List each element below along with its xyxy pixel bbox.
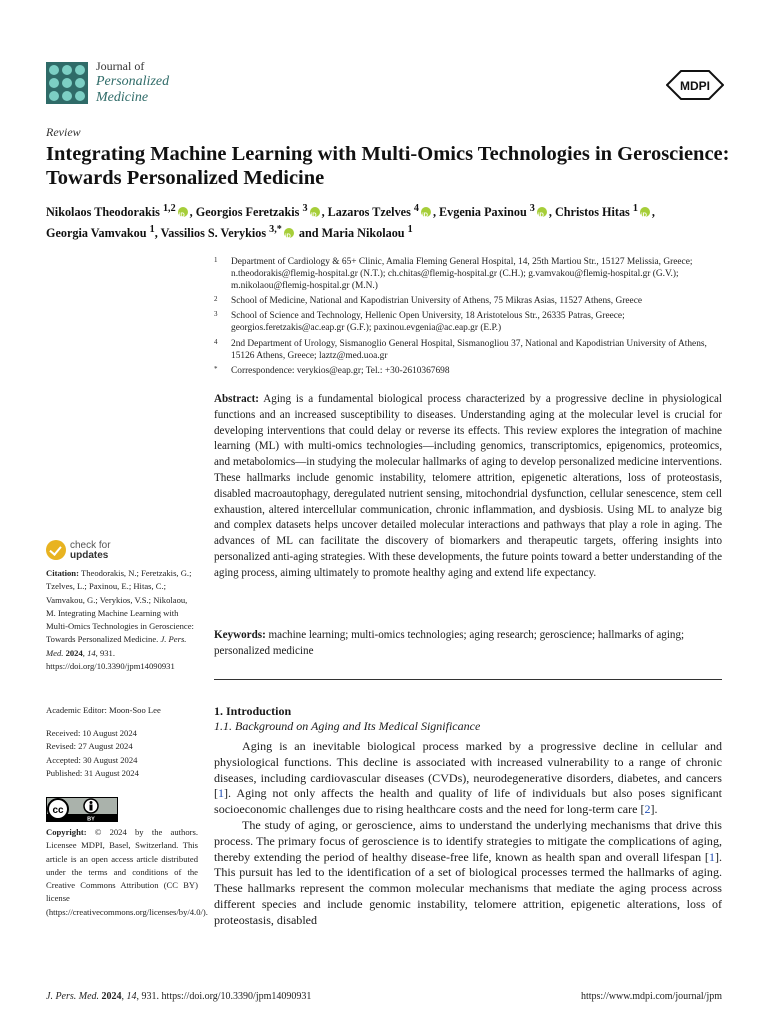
citation-doi[interactable]: , 931. https://doi.org/10.3390/jpm14090931: [46, 647, 175, 672]
mdpi-logo-text: MDPI: [680, 79, 710, 93]
footer-doi[interactable]: , 931. https://doi.org/10.3390/jpm14090931: [136, 991, 312, 1002]
author-affil-sup: 3: [529, 203, 535, 214]
author-name[interactable]: Evgenia Paxinou: [439, 205, 527, 220]
citation-volume: 14: [87, 647, 96, 658]
correspondence: [214, 365, 730, 377]
author-name[interactable]: Nikolaos Theodorakis: [46, 205, 160, 220]
author-list: Nikolaos Theodorakis $^{1,2}$iD , Georgios Feretzakis $^3$iD , Lazaros Tzelves $^4$iD , Evgenia Paxinou $^3$iD , Christos Hitas $^1$iD , Georgia Vamvakou $^1$, Vassilios S. Verykios $^{3,*}$iD and Maria Nikolaou $^1$: [46, 200, 736, 242]
orcid-icon[interactable]: [640, 207, 650, 217]
published-date: Published: 31 August 2024: [46, 767, 139, 778]
affiliation-text: Correspondence: verykios@eap.gr; Tel.: +30-2610367698: [231, 365, 450, 376]
affiliations: [214, 256, 730, 380]
journal-logo: [46, 62, 88, 104]
author-affil-sup: 1: [632, 203, 638, 214]
svg-text:cc: cc: [52, 805, 64, 816]
orcid-icon[interactable]: [178, 207, 188, 217]
author-name[interactable]: Georgia Vamvakou: [46, 226, 147, 241]
check-for-updates-button[interactable]: [70, 541, 111, 561]
citation-year: 2024: [65, 647, 83, 658]
footer-volume: 14: [126, 991, 137, 1002]
abstract: [214, 392, 722, 582]
section-divider: [214, 679, 722, 680]
body-text: [214, 739, 722, 929]
author-affil-sup: 4: [413, 203, 419, 214]
paragraph: Aging is an inevitable biological process marked by a progressive decline in cellular and physiological functions. This decline is associated with increased vulnerability to a range of chronic diseases, including cardiovascular diseases (CVDs), neurodegenerative disorders, diabetes, and cancers [1]. Aging not only affects the health and quality of life of individuals but also poses significant socioeconomic challenges due to rising healthcare costs and the need for long-term care [2].: [214, 739, 722, 817]
copyright-text: © 2024 by the authors. Licensee MDPI, Basel, Switzerland. This article is an open access article distributed under the terms and conditions of the Creative Commons Attribution (CC BY) license (https://creativecommons.org/licenses/by/4.0/).: [46, 827, 208, 917]
section-title: 1. Introduction: [214, 704, 292, 718]
journal-name: [96, 58, 236, 106]
affiliation-text: School of Science and Technology, Hellenic Open University, 18 Aristotelous Str., 26335 Patras, Greece; georgios.feretzakis@ac.eap.gr (G.F.); paxinou.evgenia@ac.eap.gr (E.P.): [231, 311, 625, 334]
affiliation-item: [214, 310, 730, 334]
affiliation-number: *: [214, 364, 218, 373]
keywords: [214, 628, 722, 660]
affiliation-number: 3: [214, 310, 218, 319]
author-name[interactable]: Georgios Feretzakis: [195, 205, 300, 220]
academic-editor: Academic Editor: Moon-Soo Lee: [46, 705, 161, 715]
abstract-label: Abstract:: [214, 393, 259, 405]
received-date: Received: 10 August 2024: [46, 728, 137, 738]
author-name[interactable]: Christos Hitas: [554, 205, 630, 220]
citation-link[interactable]: 1: [708, 849, 715, 864]
revised-date: Revised: 27 August 2024: [46, 741, 133, 752]
check-for-updates-line2: updates: [70, 550, 109, 561]
affiliation-text: 2nd Department of Urology, Sismanoglio General Hospital, Sismanogliou 37, National and Kapodistrian University of Athens, 15126 Athens, Greece; laztz@med.uoa.gr: [231, 338, 707, 361]
check-for-updates-line1: check for: [70, 540, 111, 551]
author-affil-sup: 1: [149, 224, 155, 236]
author-affil-sup: 1,2: [162, 203, 176, 214]
cc-by-license-icon[interactable]: [46, 797, 118, 822]
keywords-label: Keywords:: [214, 629, 266, 641]
author-name[interactable]: Lazaros Tzelves: [327, 205, 411, 220]
citation-block: Citation: Theodorakis, N.; Feretzakis, G.; Tzelves, L.; Paxinou, E.; Hitas, C.; Vamvakou, G.; Verykios, V.S.; Nikolaou, M. Integrating Machine Learning with Multi-Omics Technologies in Geroscience: Towards Personalized Medicine. J. Pers. Med. 2024, 14, 931. https://doi.org/10.3390/jpm14090931: [46, 568, 194, 672]
citation-journal: J. Pers. Med.: [46, 634, 187, 658]
affiliation-item: [214, 256, 730, 292]
citation-label: Citation:: [46, 568, 79, 578]
orcid-icon[interactable]: [284, 228, 294, 238]
affiliation-number: 2: [214, 295, 218, 304]
cc-label: BY: [87, 816, 95, 822]
affiliation-item: [214, 295, 730, 307]
affiliation-text: School of Medicine, National and Kapodistrian University of Athens, 75 Mikras Asias, 11527 Athens, Greece: [231, 296, 643, 307]
keywords-text: machine learning; multi-omics technologies; aging research; geroscience; hallmarks of aging; personalized medicine: [214, 629, 685, 657]
author-affil-sup: 1: [407, 224, 413, 236]
article-type: Review: [46, 125, 81, 139]
publication-dates: [46, 727, 198, 780]
affiliation-text: Department of Cardiology & 65+ Clinic, Amalia Fleming General Hospital, 14, 25th Martiou Str., 15127 Melissia, Greece; n.theodorakis@flemig-hospital.gr (N.T.); ch.chitas@flemig-hospital.gr (C.H.); g.vamvakou@flemig-hospital.gr (G.V.); m.nikolaou@flemig-hospital.gr (M.N.): [231, 257, 693, 292]
citation-link[interactable]: 2: [644, 802, 651, 817]
citation-link[interactable]: 1: [218, 786, 225, 801]
mdpi-logo: [666, 70, 724, 100]
author-affil-sup: 3: [302, 203, 308, 214]
affiliation-number: 1: [214, 256, 218, 264]
check-for-updates-icon[interactable]: [46, 540, 66, 560]
author-name[interactable]: Vassilios S. Verykios: [160, 226, 267, 241]
footer-citation: J. Pers. Med. 2024, 14, 931. https://doi.org/10.3390/jpm14090931: [46, 991, 312, 1002]
journal-name-line2: Personalized: [96, 74, 170, 89]
footer-journal: J. Pers. Med.: [46, 991, 100, 1002]
article-title: Integrating Machine Learning with Multi-Omics Technologies in Geroscience: Towards Personalized Medicine: [46, 143, 730, 189]
citation-text: Theodorakis, N.; Feretzakis, G.; Tzelves, L.; Paxinou, E.; Hitas, C.; Vamvakou, G.; Verykios, V.S.; Nikolaou, M. Integrating Machine Learning with Multi-Omics Technologies in Geroscience: Towards Personalized Medicine.: [46, 568, 194, 645]
accepted-date: Accepted: 30 August 2024: [46, 754, 138, 765]
footer-year: 2024: [101, 991, 122, 1002]
orcid-icon[interactable]: [310, 207, 320, 217]
abstract-text: Aging is a fundamental biological process characterized by a progressive decline in physiological functions and an increased susceptibility to diseases. Understanding aging at the molecular level is crucial for developing interventions that could delay or reverse its effects. This review explores the integration of machine learning (ML) with multi-omics technologies—including genomics, transcriptomics, epigenomics, proteomics, and metabolomics—in studying the molecular hallmarks of aging to develop personalized medicine interventions. These hallmarks include genomic instability, telomere attrition, epigenetic alterations, loss of proteostasis, disabled macroautophagy, deregulated nutrient sensing, mitochondrial dysfunction, cellular senescence, stem cell exhaustion, altered intercellular communication, chronic inflammation, and dysbiosis. Using ML to analyze big and complex datasets helps uncover detailed molecular interactions and pathways that play a role in aging. The advances of ML can facilitate the discovery of biomarkers and therapeutic targets, offering insights into personalized anti-aging strategies. With these developments, the future points toward a better understanding of the aging process, aiming ultimately to promote healthy aging and extend life expectancy.: [214, 393, 722, 579]
copyright-label: Copyright:: [46, 827, 87, 837]
journal-name-line1: Journal of: [96, 59, 145, 73]
copyright-notice: [46, 826, 208, 919]
affiliation-item: [214, 338, 730, 362]
orcid-icon[interactable]: [421, 207, 431, 217]
author-affil-sup: 3,*: [269, 224, 282, 236]
author-name[interactable]: Maria Nikolaou: [321, 226, 405, 241]
footer-journal-url[interactable]: https://www.mdpi.com/journal/jpm: [580, 991, 722, 1002]
orcid-icon[interactable]: [537, 207, 547, 217]
journal-name-line3: Medicine: [96, 90, 149, 105]
paragraph: The study of aging, or geroscience, aims to understand the underlying mechanisms that drive this process. The primary focus of geroscience is to identify strategies to mitigate the complications of aging, thereby extending the period of healthy disease-free life, known as health span and overall lifespan [1]. This pursuit has led to the identification of a set of biological processes termed the hallmarks of aging. These hallmarks represent the common molecular mechanisms that mediate the aging process across different species and include genomic instability, telomere attrition, epigenetic alterations, loss of proteostasis, disabled: [214, 817, 722, 927]
affiliation-number: 4: [214, 337, 218, 346]
subsection-title: 1.1. Background on Aging and Its Medical Significance: [214, 719, 481, 733]
